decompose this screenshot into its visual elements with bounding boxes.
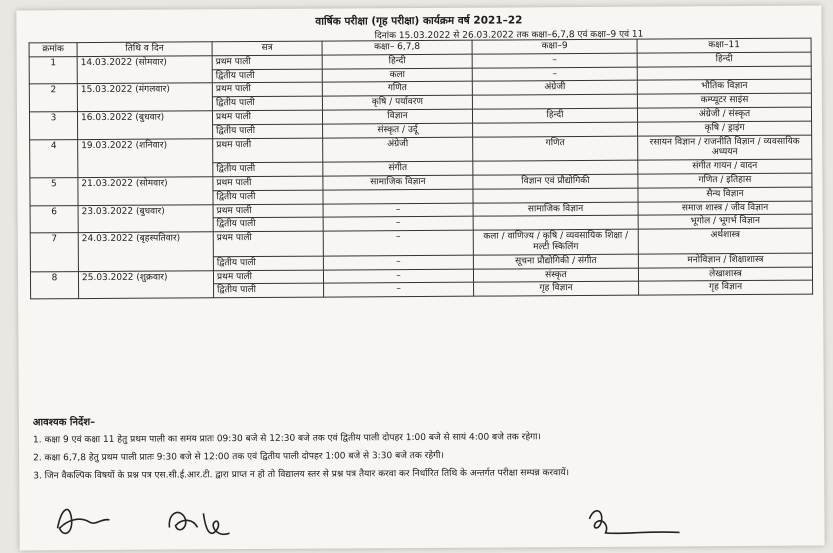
shift-cell: प्रथम पाली xyxy=(213,204,323,218)
signature-3 xyxy=(579,498,689,544)
exam-schedule-sheet xyxy=(16,6,824,551)
class-9-cell xyxy=(473,216,638,231)
date-cell: 24.03.2022 (बृहस्पतिवार) xyxy=(78,232,213,271)
class-11-cell: भौतिक विज्ञान xyxy=(637,79,811,94)
instruction-item: 1. कक्षा 9 एवं कक्षा 11 हेतु प्रथम पाली का समय प्रातः 09:30 बजे से 12:30 बजे तक एवं द्वितीय पाली दोपहर 1:00 बजे से सायं 4:00 बजे तक रहेगा। xyxy=(32,432,541,446)
serial-number-cell: 5 xyxy=(30,178,78,206)
signature-1 xyxy=(49,498,119,543)
column-header: क्रमांक xyxy=(29,43,77,57)
class-678-cell: संगीत xyxy=(323,161,473,176)
column-header: सत्र xyxy=(212,41,322,55)
class-11-cell: सैन्य विज्ञान xyxy=(638,187,812,202)
class-11-cell: रसायन विज्ञान / राजनीति विज्ञान / व्यवसायिक अध्ययन xyxy=(638,135,812,161)
shift-cell: प्रथम पाली xyxy=(213,138,323,163)
shift-cell: प्रथम पाली xyxy=(213,176,323,190)
class-678-cell: – xyxy=(323,230,473,256)
date-cell: 21.03.2022 (सोमवार) xyxy=(78,177,213,205)
column-header: कक्षा– 6,7,8 xyxy=(322,40,472,55)
shift-cell: प्रथम पाली xyxy=(212,82,322,96)
serial-number-cell: 2 xyxy=(29,84,77,112)
class-678-cell: कृषि / पर्यावरण xyxy=(322,95,472,110)
class-9-cell xyxy=(473,122,638,137)
class-11-cell xyxy=(637,66,811,81)
class-9-cell: – xyxy=(472,53,637,68)
shift-cell: द्वितीय पाली xyxy=(214,283,324,297)
class-11-cell: कृषि / ड्राइंग xyxy=(638,121,812,136)
class-678-cell: अंग्रेजी xyxy=(323,137,473,163)
class-11-cell: हिन्दी xyxy=(637,52,811,67)
date-cell: 16.03.2022 (बुधवार) xyxy=(77,111,212,139)
class-678-cell: हिन्दी xyxy=(322,54,472,69)
class-9-cell: अंग्रेजी xyxy=(472,81,637,96)
class-9-cell: गणित xyxy=(473,136,638,162)
serial-number-cell: 1 xyxy=(29,56,77,84)
document-title: वार्षिक परीक्षा (गृह परीक्षा) कार्यक्रम वर्ष 2021–22 xyxy=(315,14,523,28)
shift-cell: प्रथम पाली xyxy=(212,110,322,124)
shift-cell: प्रथम पाली xyxy=(212,55,322,69)
class-678-cell: – xyxy=(323,269,473,284)
date-cell: 14.03.2022 (सोमवार) xyxy=(77,56,212,84)
class-11-cell: भूगोल / भूगर्भ विज्ञान xyxy=(638,214,812,229)
class-11-cell: मनोविज्ञान / शिक्षाशास्त्र xyxy=(638,253,812,268)
shift-cell: प्रथम पाली xyxy=(213,231,323,256)
class-678-cell: संस्कृत / उर्दू xyxy=(323,123,473,138)
class-9-cell: गृह विज्ञान xyxy=(474,282,639,297)
class-11-cell: अंग्रेजी / संस्कृत xyxy=(637,107,811,122)
instruction-item: 2. कक्षा 6,7,8 हेतु प्रथम पाली प्रातः 9:30 बजे से 12:00 तक एवं द्वितीय पाली दोपहर 1:00 बजे से 3:30 बजे तक रहेगी। xyxy=(33,450,444,464)
shift-cell: द्वितीय पाली xyxy=(213,256,323,270)
class-9-cell xyxy=(472,94,637,109)
class-9-cell xyxy=(473,188,638,203)
class-11-cell: कम्प्यूटर साइंस xyxy=(637,93,811,108)
class-11-cell: संगीत गायन / वादन xyxy=(638,159,812,174)
date-cell: 23.03.2022 (बुधवार) xyxy=(78,204,213,232)
class-9-cell: कला / वाणिज्य / कृषि / व्यवसायिक शिक्षा / मल्टी स्किलिंग xyxy=(473,229,638,255)
date-cell: 19.03.2022 (शनिवार) xyxy=(78,138,213,177)
instructions xyxy=(33,410,813,487)
instruction-item: 3. जिन वैकल्पिक विषयों के प्रश्न पत्र एस.सी.ई.आर.टी. द्वारा प्राप्त न हो तो विद्यालय स्तर से प्रश्न पत्र तैयार करवा कर निर्धारित तिथि के अन्तर्गत परीक्षा सम्पन्न करवायें। xyxy=(33,468,570,482)
class-11-cell: गणित / इतिहास xyxy=(638,173,812,188)
shift-cell: द्वितीय पाली xyxy=(213,190,323,204)
class-11-cell: गृह विज्ञान xyxy=(639,280,813,295)
shift-cell: द्वितीय पाली xyxy=(212,69,322,83)
class-9-cell: विज्ञान एवं प्रौद्योगिकी xyxy=(473,174,638,189)
shift-cell: द्वितीय पाली xyxy=(213,217,323,231)
class-678-cell: – xyxy=(323,255,473,270)
shift-cell: द्वितीय पाली xyxy=(212,96,322,110)
class-678-cell: विज्ञान xyxy=(322,109,472,124)
class-678-cell: – xyxy=(323,217,473,232)
class-9-cell: संस्कृत xyxy=(473,268,638,283)
instructions-heading: आवश्यक निर्देश– xyxy=(32,416,96,429)
shift-cell: प्रथम पाली xyxy=(213,270,323,284)
column-header: कक्षा–9 xyxy=(472,39,637,54)
serial-number-cell: 4 xyxy=(30,139,78,178)
class-678-cell: सामाजिक विज्ञान xyxy=(323,175,473,190)
document-subtitle: दिनांक 15.03.2022 से 26.03.2022 तक कक्षा–6,7,8 एवं कक्षा–9 एवं 11 xyxy=(374,29,644,42)
serial-number-cell: 8 xyxy=(30,271,78,299)
class-9-cell: सामाजिक विज्ञान xyxy=(473,202,638,217)
serial-number-cell: 6 xyxy=(30,205,78,233)
column-header: कक्षा–11 xyxy=(637,38,811,53)
class-9-cell: सूचना प्रौद्योगिकी / संगीत xyxy=(473,254,638,269)
schedule-table xyxy=(29,38,814,300)
class-9-cell xyxy=(473,160,638,175)
class-678-cell: – xyxy=(324,283,474,298)
signature-2 xyxy=(159,499,239,544)
serial-number-cell: 3 xyxy=(29,112,77,140)
class-11-cell: समाज शास्त्र / जीव विज्ञान xyxy=(638,201,812,216)
class-9-cell: हिन्दी xyxy=(472,108,637,123)
class-678-cell: गणित xyxy=(322,82,472,97)
class-678-cell: – xyxy=(323,203,473,218)
column-header: तिथि व दिन xyxy=(77,42,212,57)
class-11-cell: लेखाशास्त्र xyxy=(638,267,812,282)
class-678-cell xyxy=(323,189,473,204)
class-9-cell: – xyxy=(472,67,637,82)
serial-number-cell: 7 xyxy=(30,233,78,272)
class-11-cell: अर्थशास्त्र xyxy=(638,228,812,254)
shift-cell: द्वितीय पाली xyxy=(213,124,323,138)
class-678-cell: कला xyxy=(322,68,472,83)
date-cell: 25.03.2022 (शुक्रवार) xyxy=(78,270,213,298)
shift-cell: द्वितीय पाली xyxy=(213,162,323,176)
date-cell: 15.03.2022 (मंगलवार) xyxy=(77,83,212,111)
